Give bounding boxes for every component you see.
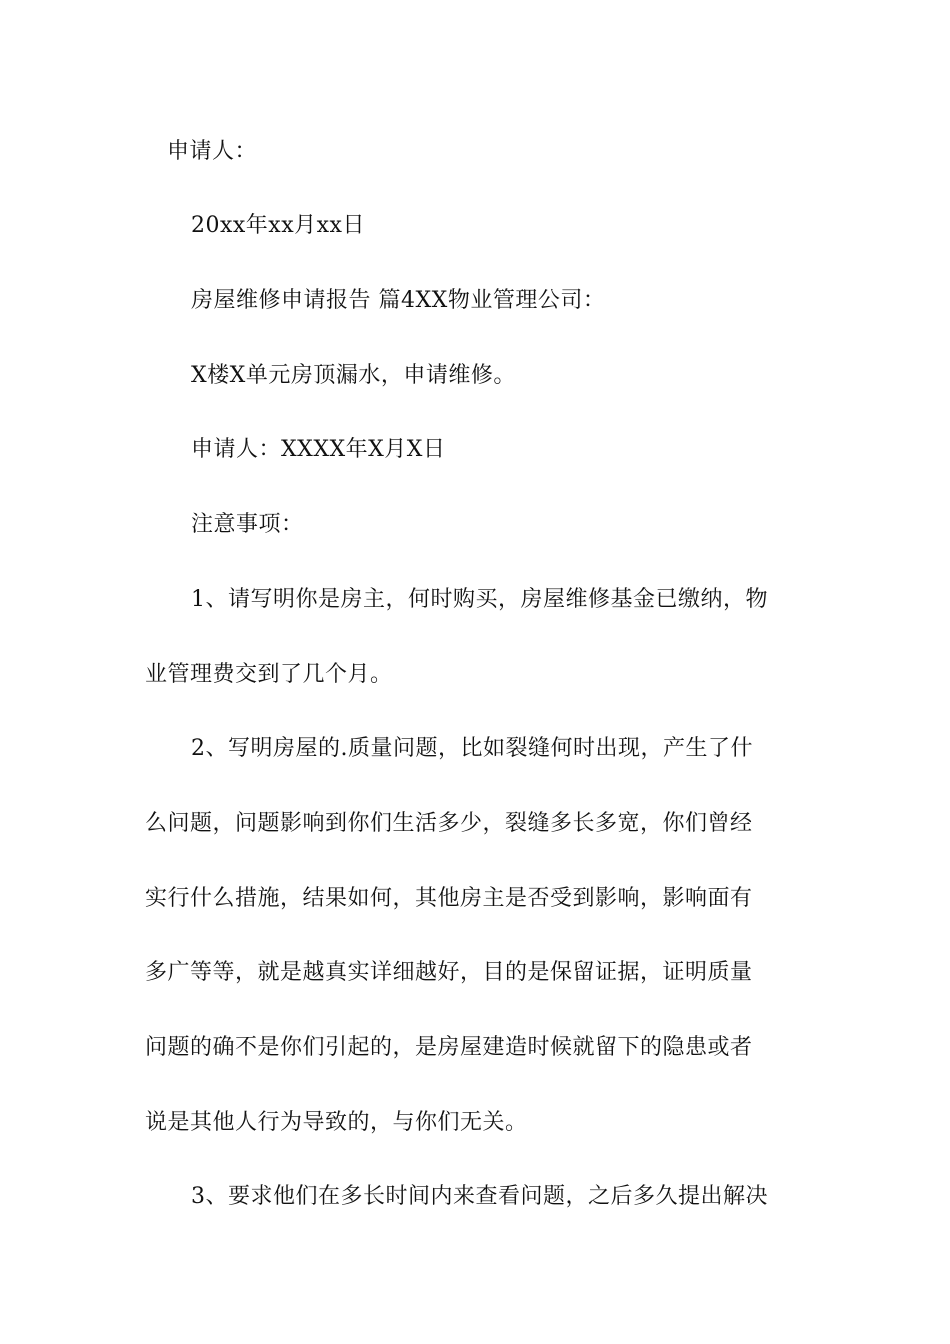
note-2-line-4: 多广等等，就是越真实详细越好，目的是保留证据，证明质量	[145, 960, 753, 985]
note-1-line-1: 1、请写明你是房主，何时购买，房屋维修基金已缴纳，物	[191, 587, 768, 612]
applicant-label: 申请人：	[167, 139, 258, 164]
note-3-line-1: 3、要求他们在多长时间内来查看问题，之后多久提出解决	[191, 1184, 768, 1209]
notes-heading: 注意事项：	[191, 512, 304, 537]
repair-request-line: X楼X单元房顶漏水，申请维修。	[191, 363, 516, 388]
date-line: 20xx年xx月xx日	[191, 213, 365, 238]
note-2-line-6: 说是其他人行为导致的，与你们无关。	[145, 1110, 528, 1135]
report-title-line: 房屋维修申请报告 篇4XX物业管理公司：	[191, 288, 606, 313]
note-2-line-3: 实行什么措施，结果如何，其他房主是否受到影响，影响面有	[145, 886, 753, 911]
note-2-line-1: 2、写明房屋的.质量问题，比如裂缝何时出现，产生了什	[191, 736, 753, 761]
note-2-line-5: 问题的确不是你们引起的，是房屋建造时候就留下的隐患或者	[145, 1035, 753, 1060]
note-2-line-2: 么问题，问题影响到你们生活多少，裂缝多长多宽，你们曾经	[145, 811, 753, 836]
note-1-line-2: 业管理费交到了几个月。	[145, 662, 393, 687]
applicant-date-line: 申请人：XXXX年X月X日	[191, 437, 446, 462]
